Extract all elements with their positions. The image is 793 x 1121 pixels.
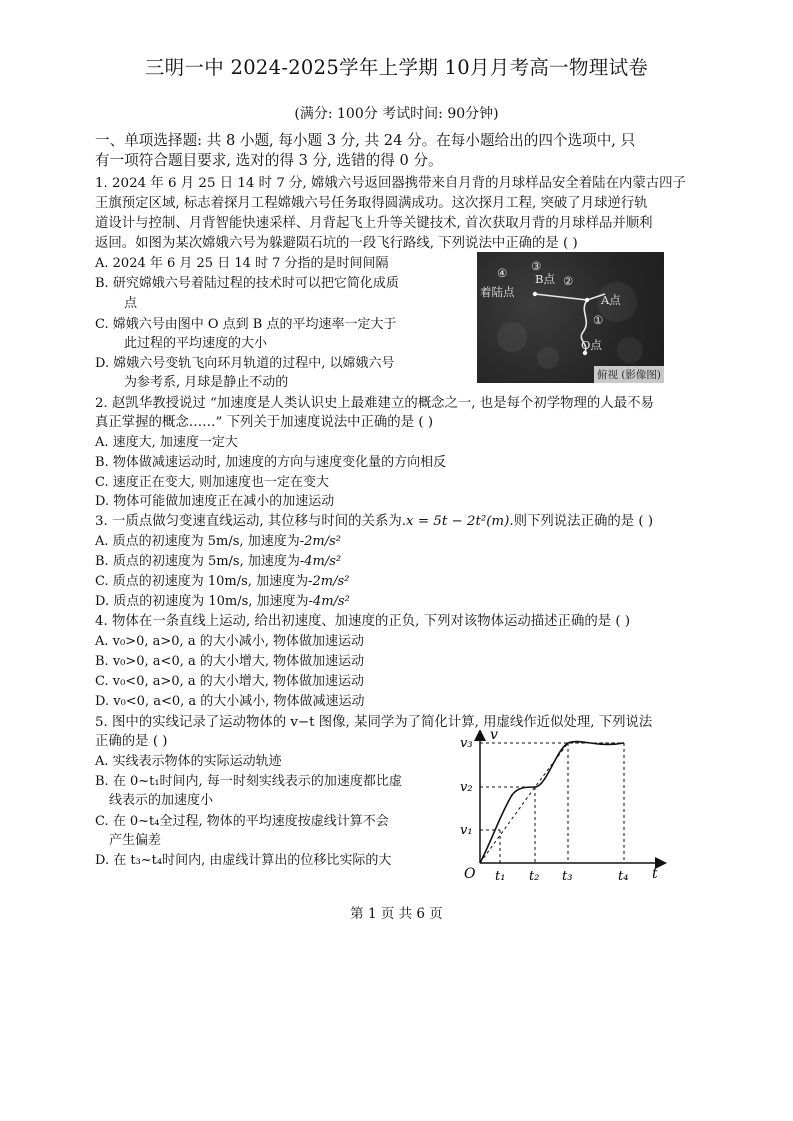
- label-v3: v₃: [460, 736, 473, 751]
- exam-title: 三明一中 2024-2025学年上学期 10月月考高一物理试卷: [144, 56, 649, 79]
- q2-option-b: B. 物体做减速运动时, 加速度的方向与速度变化量的方向相反: [95, 455, 447, 470]
- label-origin: O: [464, 866, 476, 882]
- point-b-label: B点: [535, 272, 555, 286]
- q3-option-c: C. 质点的初速度为 10m/s, 加速度为-2m/s²: [95, 574, 350, 589]
- q3-option-b: B. 质点的初速度为 5m/s, 加速度为-4m/s²: [95, 554, 342, 569]
- label-t4: t₄: [618, 869, 629, 884]
- label-axis-v: v: [490, 730, 498, 743]
- q3-option-a: A. 质点的初速度为 5m/s, 加速度为-2m/s²: [95, 534, 341, 549]
- section-heading: 一、单项选择题: 共 8 小题, 每小题 3 分, 共 24 分。在每小题给出的四个选项中, 只: [95, 132, 636, 149]
- label-t1: t₁: [495, 869, 506, 884]
- q5-option-a: A. 实线表示物体的实际运动轨迹: [95, 754, 282, 769]
- label-t2: t₂: [529, 869, 540, 884]
- path-label-2: ②: [563, 274, 574, 288]
- q2-option-a: A. 速度大, 加速度一定大: [95, 435, 238, 450]
- q1-option-b: B. 研究嫦娥六号着陆过程的技术时可以把它简化成质: [95, 276, 399, 291]
- q5-option-b-cont: 线表示的加速度小: [109, 793, 214, 808]
- landing-point-label: 着陆点: [480, 285, 515, 299]
- page-footer: 第 1 页 共 6 页: [350, 906, 443, 922]
- q3-formula: x = 5t − 2t²(m): [406, 514, 510, 529]
- q5-option-b: B. 在 0~t₁时间内, 每一时刻实线表示的加速度都比虚: [95, 774, 402, 789]
- label-t3: t₃: [562, 869, 573, 884]
- q5-stem: 正确的是 ( ): [95, 734, 168, 749]
- point-a-label: A点: [601, 293, 621, 307]
- reference-dashes: [480, 743, 624, 863]
- q4-stem: 4. 物体在一条直线上运动, 给出初速度、加速度的正负, 下列对该物体运动描述正确的是 ( ): [95, 614, 631, 629]
- v-t-graph: [456, 730, 668, 885]
- q3-stem-text: 3. 一质点做匀变速直线运动, 其位移与时间的关系为.: [95, 514, 407, 529]
- label-axis-t: t: [652, 866, 658, 882]
- q2-stem: 真正掌握的概念……” 下列关于加速度说法中正确的是 ( ): [95, 415, 434, 430]
- lunar-flight-path-image: [477, 252, 664, 383]
- q1-stem: 王旗预定区域, 标志着探月工程嫦娥六号任务取得圆满成功。这次探月工程, 突破了月球逆行轨: [95, 196, 648, 211]
- path-label-4: ④: [497, 266, 508, 280]
- section-heading-cont: 有一项符合题目要求, 选对的得 3 分, 选错的得 0 分。: [95, 152, 443, 169]
- q4-option-a: A. v₀>0, a>0, a 的大小减小, 物体做加速运动: [95, 634, 364, 649]
- q2-stem: 2. 赵凯华教授说过 “加速度是人类认识史上最难建立的概念之一, 也是每个初学物理的人最不易: [95, 396, 654, 411]
- q1-option-c-cont: 此过程的平均速度的大小: [124, 336, 268, 351]
- q4-option-b: B. v₀>0, a<0, a 的大小增大, 物体做加速运动: [95, 654, 365, 669]
- label-v2: v₂: [460, 780, 473, 795]
- q5-option-d: D. 在 t₃~t₄时间内, 由虚线计算出的位移比实际的大: [95, 853, 392, 868]
- q3-stem-tail: .则下列说法正确的是 ( ): [509, 514, 654, 529]
- q1-stem: 返回。如图为某次嫦娥六号为躲避陨石坑的一段飞行路线, 下列说法中正确的是 ( ): [95, 236, 578, 251]
- q3-stem: [95, 512, 653, 532]
- q4-option-c: C. v₀<0, a>0, a 的大小增大, 物体做加速运动: [95, 674, 365, 689]
- image-caption: 俯视 (影像图): [594, 366, 664, 383]
- path-label-1: ①: [593, 313, 604, 327]
- q1-option-c: C. 嫦娥六号由图中 O 点到 B 点的平均速率一定大于: [95, 317, 397, 332]
- q5-option-c-cont: 产生偏差: [109, 833, 162, 848]
- actual-curve: [480, 742, 624, 863]
- q4-option-d: D. v₀<0, a<0, a 的大小减小, 物体做减速运动: [95, 694, 365, 709]
- path-label-3: ③: [531, 259, 542, 273]
- q1-option-d-cont: 为参考系, 月球是静止不动的: [124, 375, 289, 390]
- q2-option-c: C. 速度正在变大, 则加速度也一定在变大: [95, 475, 330, 490]
- exam-subtitle: (满分: 100分 考试时间: 90分钟): [294, 106, 499, 122]
- q3-option-d: D. 质点的初速度为 10m/s, 加速度为-4m/s²: [95, 594, 350, 609]
- q5-option-c: C. 在 0~t₄全过程, 物体的平均速度按虚线计算不会: [95, 814, 389, 829]
- q1-option-b-cont: 点: [124, 296, 138, 311]
- q1-stem: 1. 2024 年 6 月 25 日 14 时 7 分, 嫦娥六号返回器携带来自月背的月球样品安全着陆在内蒙古四子: [95, 176, 686, 191]
- q1-stem: 道设计与控制、月背智能快速采样、月背起飞上升等关键技术, 首次获取月背的月球样品并顺利: [95, 216, 653, 231]
- q1-option-d: D. 嫦娥六号变轨飞向环月轨道的过程中, 以嫦娥六号: [95, 356, 395, 371]
- point-o-label: O点: [581, 338, 602, 352]
- q2-option-d: D. 物体可能做加速度正在减小的加速运动: [95, 494, 335, 509]
- label-v1: v₁: [460, 823, 473, 838]
- q1-option-a: A. 2024 年 6 月 25 日 14 时 7 分指的是时间间隔: [95, 256, 389, 271]
- q5-stem: 5. 图中的实线记录了运动物体的 v−t 图像, 某同学为了简化计算, 用虚线作近似处理, 下列说法: [95, 715, 653, 730]
